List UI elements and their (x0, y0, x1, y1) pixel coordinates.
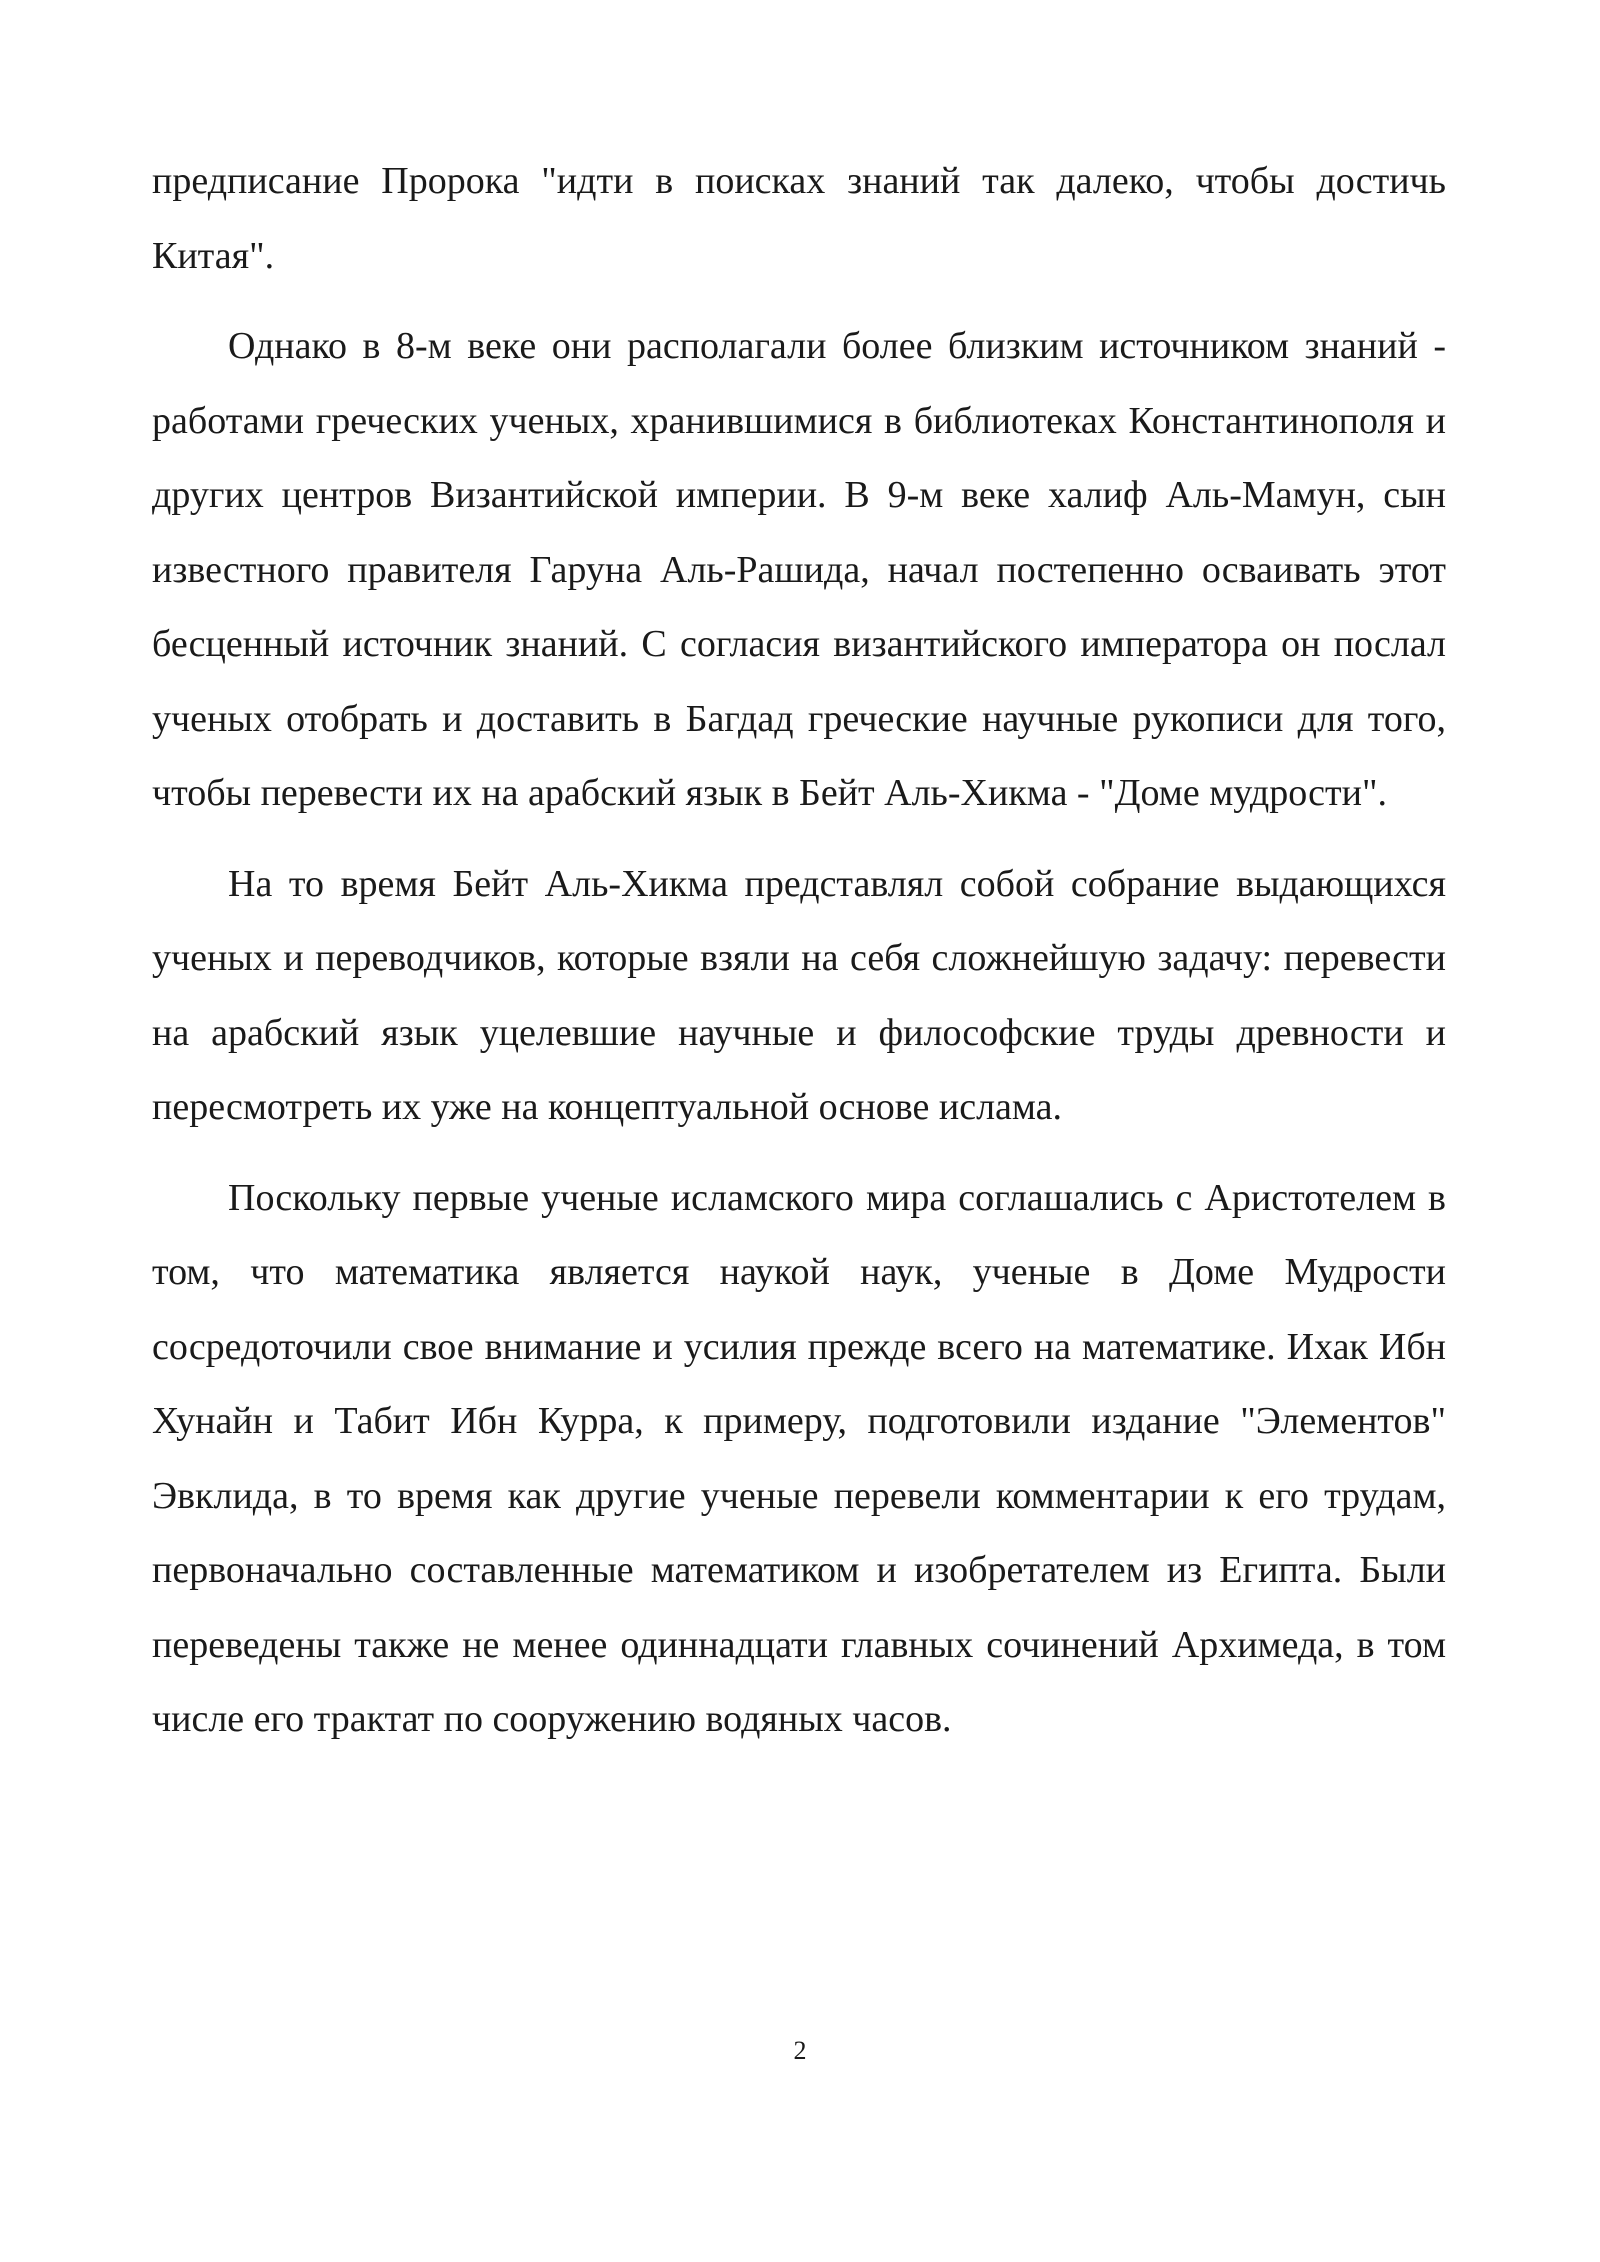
paragraph-house-of-wisdom: На то время Бейт Аль-Хикма представлял собой собрание выдающихся ученых и переводчиков, которые взяли на себя сложнейшую задачу: перевести на арабский язык уцелевшие научные и философские труды древности и пересмотреть их уже на концептуальной основе ислама. (152, 862, 1446, 1128)
paragraph-byzantine-sources: Однако в 8-м веке они располагали более близким источником знаний - работами греческих ученых, хранившимися в библиотеках Константинополя и других центров Византийской империи. В 9-м веке халиф Аль-Мамун, сын известного правителя Гаруна Аль-Рашида, начал постепенно осваивать этот бесценный источник знаний. С согласия византийского императора он послал ученых отобрать и доставить в Багдад греческие научные рукописи для того, чтобы перевести их на арабский язык в Бейт Аль-Хикма - "Доме мудрости". (152, 325, 1446, 814)
paragraph-mathematics: Поскольку первые ученые исламского мира соглашались с Аристотелем в том, что математика является наукой наук, ученые в Доме Мудрости сосредоточили свое внимание и усилия прежде всего на математике. Ихак Ибн Хунайн и Табит Ибн Курра, к примеру, подготовили издание "Элементов" Эвклида, в то время как другие ученые перевели комментарии к его трудам, первоначально составленные математиком и изобретателем из Египта. Были переведены также не менее одиннадцати главных сочинений Архимеда, в том числе его трактат по сооружению водяных часов. (152, 1176, 1446, 1740)
paragraph-continuation: предписание Пророка "идти в поисках знаний так далеко, чтобы достичь Китая". (152, 160, 1446, 277)
body-text (152, 144, 1446, 1773)
page-number: 2 (793, 2036, 807, 2065)
